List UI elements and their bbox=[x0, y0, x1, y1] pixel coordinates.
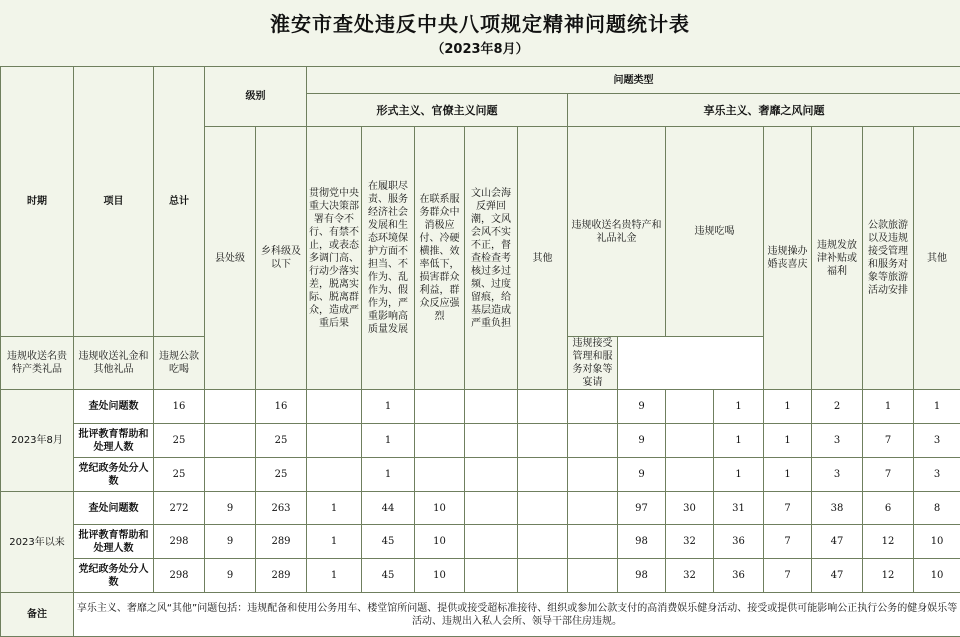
value-cell-travel: 7 bbox=[863, 458, 914, 492]
note-row bbox=[1, 593, 960, 637]
value-cell-other: 10 bbox=[914, 559, 960, 593]
value-cell-eat2: 1 bbox=[714, 424, 764, 458]
value-cell-township: 25 bbox=[256, 424, 307, 458]
value-cell-f5 bbox=[518, 525, 568, 559]
value-cell-gift1 bbox=[568, 559, 618, 593]
item-cell: 批评教育帮助和处理人数 bbox=[74, 525, 154, 559]
header-wedding: 违规操办婚丧喜庆 bbox=[764, 127, 812, 390]
value-cell-f1 bbox=[307, 458, 362, 492]
value-cell-gift1 bbox=[568, 424, 618, 458]
header-subsidy: 违规发放津补贴或福利 bbox=[812, 127, 863, 390]
value-cell-township: 289 bbox=[256, 559, 307, 593]
header-hedonism-other: 其他 bbox=[914, 127, 960, 390]
value-cell-f4 bbox=[465, 390, 518, 424]
value-cell-other: 3 bbox=[914, 458, 960, 492]
value-cell-other: 3 bbox=[914, 424, 960, 458]
value-cell-f4 bbox=[465, 458, 518, 492]
value-cell-f3: 10 bbox=[415, 492, 465, 525]
value-cell-gift2: 9 bbox=[618, 390, 666, 424]
value-cell-county bbox=[205, 424, 256, 458]
value-cell-subsidy: 3 bbox=[812, 424, 863, 458]
value-cell-f5 bbox=[518, 390, 568, 424]
value-cell-other: 1 bbox=[914, 390, 960, 424]
header-total: 总计 bbox=[154, 67, 205, 337]
table-row bbox=[1, 424, 960, 458]
value-cell-f1: 1 bbox=[307, 559, 362, 593]
value-cell-f2: 45 bbox=[362, 559, 415, 593]
value-cell-f4 bbox=[465, 525, 518, 559]
value-cell-f2: 1 bbox=[362, 390, 415, 424]
total-cell: 16 bbox=[154, 390, 205, 424]
value-cell-subsidy: 38 bbox=[812, 492, 863, 525]
header-eat-public: 违规公款吃喝 bbox=[154, 337, 205, 390]
value-cell-gift1 bbox=[568, 390, 618, 424]
value-cell-eat2: 36 bbox=[714, 525, 764, 559]
item-cell: 批评教育帮助和处理人数 bbox=[74, 424, 154, 458]
statistics-table bbox=[0, 66, 960, 637]
value-cell-gift1 bbox=[568, 492, 618, 525]
header-gift-specialty: 违规收送名贵特产类礼品 bbox=[1, 337, 74, 390]
value-cell-gift1 bbox=[568, 525, 618, 559]
header-travel: 公款旅游以及违规接受管理和服务对象等旅游活动安排 bbox=[863, 127, 914, 390]
value-cell-f3 bbox=[415, 458, 465, 492]
item-cell: 党纪政务处分人数 bbox=[74, 559, 154, 593]
value-cell-eat2: 1 bbox=[714, 390, 764, 424]
header-eat-banquet: 违规接受管理和服务对象等宴请 bbox=[568, 337, 618, 390]
value-cell-county: 9 bbox=[205, 492, 256, 525]
value-cell-township: 16 bbox=[256, 390, 307, 424]
value-cell-eat1 bbox=[666, 458, 714, 492]
header-problem-type: 问题类型 bbox=[307, 67, 960, 94]
note-label: 备注 bbox=[1, 593, 74, 637]
header-formalism-other: 其他 bbox=[518, 127, 568, 390]
value-cell-f4 bbox=[465, 559, 518, 593]
value-cell-f3: 10 bbox=[415, 559, 465, 593]
total-cell: 272 bbox=[154, 492, 205, 525]
table-row bbox=[1, 559, 960, 593]
total-cell: 25 bbox=[154, 458, 205, 492]
value-cell-township: 25 bbox=[256, 458, 307, 492]
header-formalism: 形式主义、官僚主义问题 bbox=[307, 94, 568, 127]
value-cell-other: 8 bbox=[914, 492, 960, 525]
value-cell-eat1 bbox=[666, 424, 714, 458]
value-cell-wedding: 7 bbox=[764, 525, 812, 559]
value-cell-f3 bbox=[415, 424, 465, 458]
value-cell-travel: 1 bbox=[863, 390, 914, 424]
value-cell-gift2: 98 bbox=[618, 525, 666, 559]
value-cell-county: 9 bbox=[205, 525, 256, 559]
value-cell-gift1 bbox=[568, 458, 618, 492]
value-cell-f1: 1 bbox=[307, 525, 362, 559]
value-cell-travel: 6 bbox=[863, 492, 914, 525]
period-cell: 2023年8月 bbox=[1, 390, 74, 492]
value-cell-gift2: 9 bbox=[618, 424, 666, 458]
value-cell-eat1 bbox=[666, 390, 714, 424]
value-cell-eat2: 1 bbox=[714, 458, 764, 492]
header-item: 项目 bbox=[74, 67, 154, 337]
header-township: 乡科级及以下 bbox=[256, 127, 307, 390]
value-cell-travel: 12 bbox=[863, 525, 914, 559]
value-cell-f2: 1 bbox=[362, 458, 415, 492]
value-cell-eat1: 32 bbox=[666, 525, 714, 559]
value-cell-f4 bbox=[465, 492, 518, 525]
item-cell: 党纪政务处分人数 bbox=[74, 458, 154, 492]
value-cell-wedding: 1 bbox=[764, 424, 812, 458]
header-county: 县处级 bbox=[205, 127, 256, 390]
table-row bbox=[1, 390, 960, 424]
header-formalism-2: 在履职尽责、服务经济社会发展和生态环境保护方面不担当、不作为、乱作为、假作为，严重影响高质量发展 bbox=[362, 127, 415, 390]
value-cell-eat1: 30 bbox=[666, 492, 714, 525]
header-eating-group: 违规吃喝 bbox=[666, 127, 764, 337]
total-cell: 298 bbox=[154, 525, 205, 559]
header-formalism-3: 在联系服务群众中消极应付、冷硬横推、效率低下，损害群众利益，群众反应强烈 bbox=[415, 127, 465, 390]
header-level: 级别 bbox=[205, 67, 307, 127]
value-cell-township: 263 bbox=[256, 492, 307, 525]
value-cell-travel: 7 bbox=[863, 424, 914, 458]
value-cell-f2: 44 bbox=[362, 492, 415, 525]
total-cell: 25 bbox=[154, 424, 205, 458]
value-cell-township: 289 bbox=[256, 525, 307, 559]
value-cell-eat2: 36 bbox=[714, 559, 764, 593]
page-subtitle: （2023年8月） bbox=[0, 38, 960, 57]
header-gift-money: 违规收送礼金和其他礼品 bbox=[74, 337, 154, 390]
header-gifts-group: 违规收送名贵特产和礼品礼金 bbox=[568, 127, 666, 337]
header-formalism-4: 文山会海反弹回潮，文风会风不实不正，督查检查考核过多过频、过度留痕，给基层造成严重负担 bbox=[465, 127, 518, 390]
value-cell-subsidy: 47 bbox=[812, 525, 863, 559]
header-hedonism: 享乐主义、奢靡之风问题 bbox=[568, 94, 960, 127]
value-cell-eat2: 31 bbox=[714, 492, 764, 525]
value-cell-subsidy: 47 bbox=[812, 559, 863, 593]
total-cell: 298 bbox=[154, 559, 205, 593]
value-cell-f3: 10 bbox=[415, 525, 465, 559]
value-cell-wedding: 1 bbox=[764, 390, 812, 424]
value-cell-county: 9 bbox=[205, 559, 256, 593]
value-cell-subsidy: 3 bbox=[812, 458, 863, 492]
value-cell-gift2: 98 bbox=[618, 559, 666, 593]
value-cell-wedding: 1 bbox=[764, 458, 812, 492]
value-cell-f5 bbox=[518, 492, 568, 525]
value-cell-county bbox=[205, 390, 256, 424]
value-cell-f5 bbox=[518, 458, 568, 492]
value-cell-travel: 12 bbox=[863, 559, 914, 593]
item-cell: 查处问题数 bbox=[74, 390, 154, 424]
header-formalism-1: 贯彻党中央重大决策部署有令不行、有禁不止，或表态多调门高、行动少落实差，脱离实际、脱离群众，造成严重后果 bbox=[307, 127, 362, 390]
value-cell-subsidy: 2 bbox=[812, 390, 863, 424]
value-cell-eat1: 32 bbox=[666, 559, 714, 593]
value-cell-f4 bbox=[465, 424, 518, 458]
item-cell: 查处问题数 bbox=[74, 492, 154, 525]
value-cell-f1: 1 bbox=[307, 492, 362, 525]
page-title: 淮安市查处违反中央八项规定精神问题统计表 bbox=[0, 8, 960, 37]
value-cell-f1 bbox=[307, 424, 362, 458]
note-text: 享乐主义、奢靡之风“其他”问题包括：违规配备和使用公务用车、楼堂馆所问题、提供或接受超标准接待、组织或参加公款支付的高消费娱乐健身活动、接受或提供可能影响公正执行公务的健身娱乐等活动、违规出入私人会所、领导干部住房违规。 bbox=[74, 593, 960, 637]
value-cell-f2: 1 bbox=[362, 424, 415, 458]
value-cell-gift2: 97 bbox=[618, 492, 666, 525]
table-row bbox=[1, 525, 960, 559]
value-cell-f3 bbox=[415, 390, 465, 424]
table-row bbox=[1, 492, 960, 525]
header-period: 时期 bbox=[1, 67, 74, 337]
value-cell-other: 10 bbox=[914, 525, 960, 559]
value-cell-gift2: 9 bbox=[618, 458, 666, 492]
table-row bbox=[1, 458, 960, 492]
value-cell-wedding: 7 bbox=[764, 559, 812, 593]
period-cell: 2023年以来 bbox=[1, 492, 74, 593]
value-cell-f2: 45 bbox=[362, 525, 415, 559]
value-cell-f5 bbox=[518, 424, 568, 458]
value-cell-f5 bbox=[518, 559, 568, 593]
value-cell-county bbox=[205, 458, 256, 492]
value-cell-wedding: 7 bbox=[764, 492, 812, 525]
value-cell-f1 bbox=[307, 390, 362, 424]
